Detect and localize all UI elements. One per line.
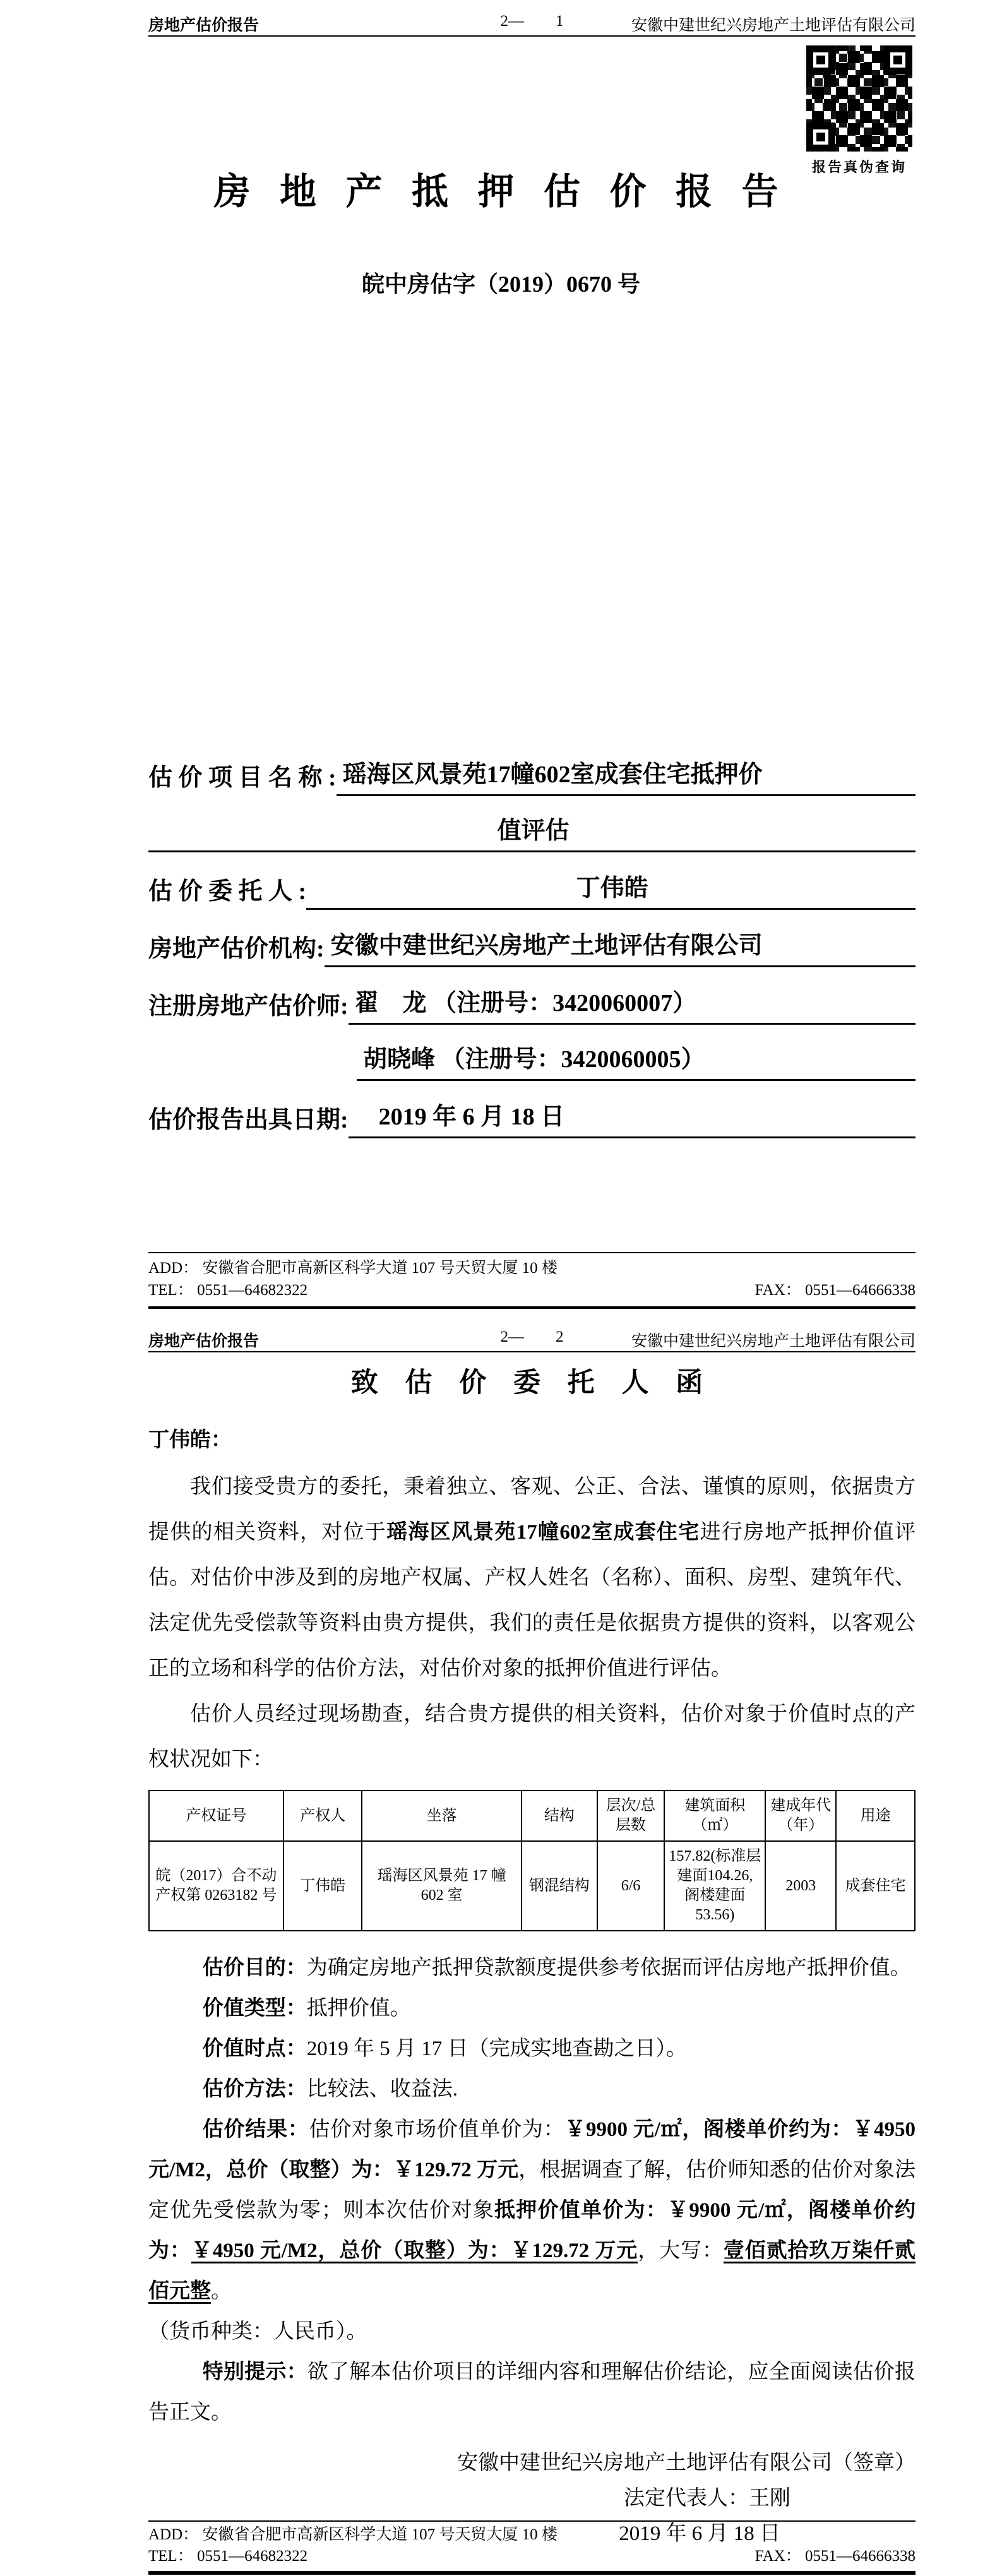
value-date-item xyxy=(148,2029,916,2069)
issue-date-value: 2019 年 6 月 18 日 xyxy=(349,1101,916,1138)
item-label: 估价结果： xyxy=(202,2118,309,2141)
page-label: 2— xyxy=(500,1328,524,1345)
cell-location: 瑶海区风景苑 17 幢 602 室 xyxy=(362,1841,521,1931)
form-row-project-2 xyxy=(148,815,916,852)
cell-area: 157.82(标准层建面104.26, 阁楼建面 53.56) xyxy=(664,1841,765,1931)
qr-block xyxy=(806,45,912,176)
ownership-paragraph: 估价人员经过现场勘查，结合贵方提供的相关资料，估价对象于价值时点的产权状况如下： xyxy=(148,1703,916,1771)
letter-body xyxy=(148,1361,916,2551)
property-name-segment: 瑶海区风景苑17幢602室成套住宅 xyxy=(386,1521,700,1544)
footer-fax: FAX： 0551—64666338 xyxy=(754,1282,916,1299)
text-segment: 2019 年 5 月 17 日（完成实地查勘之日）。 xyxy=(306,2037,688,2060)
cell-structure: 钢混结构 xyxy=(522,1841,597,1931)
header-page-number xyxy=(501,1328,564,1346)
form-row-appraiser-1 xyxy=(148,986,916,1025)
amount-in-words-segment: 壹佰贰拾玖万柒仟贰佰元整 xyxy=(148,2239,916,2303)
page-num: 1 xyxy=(556,13,564,30)
text-segment: 进行房地产抵押价值评估。对估价中涉及到的房地产权属、产权人姓名（名称）、面积、房型、建筑年代、法定优先受偿款等资料由贵方提供，我们的责任是依据贵方提供的资料，以客观公正的立场和科学的估价方法，对估价对象的抵押价值进行评估。 xyxy=(148,1521,916,1680)
text-segment: 。 xyxy=(211,2280,232,2303)
result-item xyxy=(148,2109,916,2311)
col-header-year: 建成年代（年） xyxy=(765,1791,836,1841)
item-label: 估价目的： xyxy=(202,1957,307,1979)
item-label: 特别提示： xyxy=(202,2361,307,2383)
method-item xyxy=(148,2069,916,2109)
intro-paragraph xyxy=(148,1464,916,1691)
salutation: 丁伟皓： xyxy=(148,1429,232,1452)
item-label: 估价方法： xyxy=(202,2078,307,2101)
signature-company: 安徽中建世纪兴房地产土地评估有限公司（签章） xyxy=(457,2452,916,2474)
notice-item xyxy=(148,2352,916,2433)
text-segment: 欲了解本估价项目的详细内容和理解估价结论，应全面阅读估价报告正文。 xyxy=(148,2361,916,2424)
header-company: 安徽中建世纪兴房地产土地评估有限公司 xyxy=(631,1333,916,1350)
form-row-issue-date xyxy=(148,1100,916,1138)
page2-footer xyxy=(148,2520,916,2575)
text-segment: 比较法、收益法. xyxy=(306,2078,458,2101)
cell-cert: 皖（2017）合不动产权第 0263182 号 xyxy=(149,1841,283,1931)
col-header-owner: 产权人 xyxy=(283,1791,362,1841)
header-company: 安徽中建世纪兴房地产土地评估有限公司 xyxy=(631,17,916,34)
agency-value: 安徽中建世纪兴房地产土地评估有限公司 xyxy=(325,930,916,967)
appraiser-1-value: 翟 龙 （注册号：3420060007） xyxy=(349,987,916,1025)
agency-label: 房地产估价机构: xyxy=(148,936,325,962)
qr-finder-icon xyxy=(806,122,835,152)
project-name-value-2: 值评估 xyxy=(148,815,916,852)
col-header-structure: 结构 xyxy=(522,1791,597,1841)
signature-legal-rep: 法定代表人：王刚 xyxy=(624,2487,790,2510)
page1-footer xyxy=(148,1252,916,1309)
header-doc-type: 房地产估价报告 xyxy=(148,1333,259,1350)
footer-fax: FAX： 0551—64666338 xyxy=(754,2548,916,2565)
header-doc-type: 房地产估价报告 xyxy=(148,17,259,34)
report-title: 房 地 产 抵 押 估 价 报 告 xyxy=(213,171,789,212)
client-label: 估 价 委 托 人 : xyxy=(148,878,307,905)
form-row-appraiser-2 xyxy=(148,1044,916,1081)
cell-usage: 成套住宅 xyxy=(836,1841,915,1931)
currency-note: （货币种类：人民币）。 xyxy=(148,2320,367,2343)
qr-finder-icon xyxy=(883,45,912,75)
col-header-floors: 层次/总层数 xyxy=(597,1791,665,1841)
report-number: 皖中房估字（2019）0670 号 xyxy=(361,271,640,297)
col-header-location: 坐落 xyxy=(362,1791,521,1841)
page2-header xyxy=(148,1327,916,1352)
price-segment: ￥9900 元/㎡，阁楼单价约为：￥4950 元/M2，总价（取整）为：￥129.72 万元 xyxy=(148,2118,916,2181)
price-segment: 抵押价值单价为：￥9900 元/㎡，阁楼单价约为： xyxy=(148,2199,916,2262)
qr-code-icon xyxy=(806,45,912,152)
footer-contacts xyxy=(148,2546,916,2571)
cell-floors: 6/6 xyxy=(597,1841,665,1931)
item-label: 价值类型： xyxy=(202,1997,307,2020)
page1-header xyxy=(148,11,916,37)
price-segment: ￥4950 元/M2，总价（取整）为：￥129.72 万元 xyxy=(191,2239,638,2262)
form-row-client xyxy=(148,871,916,910)
letter-title: 致 估 价 委 托 人 函 xyxy=(350,1368,713,1398)
item-label: 价值时点： xyxy=(202,2037,307,2060)
purpose-item xyxy=(148,1948,916,1988)
col-header-area: 建筑面积（㎡） xyxy=(664,1791,765,1841)
appraiser-2-value: 胡晓峰 （注册号：3420060005） xyxy=(357,1044,916,1081)
col-header-usage: 用途 xyxy=(836,1791,915,1841)
footer-address: ADD： 安徽省合肥市高新区科学大道 107 号天贸大厦 10 楼 xyxy=(148,2526,558,2543)
table-row xyxy=(149,1841,915,1931)
project-name-value: 瑶海区风景苑17幢602室成套住宅抵押价 xyxy=(337,759,916,796)
issue-date-label: 估价报告出具日期: xyxy=(148,1107,349,1133)
text-segment: ，根据调查了解，估价师知悉的估价对象法定优先受偿款为零；则本次估价对象 xyxy=(148,2159,916,2222)
header-page-number xyxy=(501,13,564,30)
appraiser-label: 注册房地产估价师: xyxy=(148,993,349,1020)
footer-contacts xyxy=(148,1279,916,1306)
text-segment: 为确定房地产抵押贷款额度提供参考依据而评估房地产抵押价值。 xyxy=(306,1957,911,1979)
text-segment: 估价对象市场价值单价为： xyxy=(309,2118,565,2141)
footer-tel: TEL： 0551—64682322 xyxy=(148,1282,308,1299)
ownership-table xyxy=(148,1790,916,1931)
cell-owner: 丁伟皓 xyxy=(283,1841,362,1931)
project-name-label: 估 价 项 目 名 称 : xyxy=(148,765,337,791)
qr-finder-icon xyxy=(806,45,835,75)
qr-caption: 报告真伪查询 xyxy=(811,159,907,175)
text-segment: 抵押价值。 xyxy=(306,1997,411,2020)
page-num: 2 xyxy=(556,1328,564,1345)
client-value: 丁伟皓 xyxy=(306,873,916,910)
form-row-project xyxy=(148,758,916,796)
page-label: 2— xyxy=(500,13,524,30)
signature-date: 2019 年 6 月 18 日 xyxy=(619,2522,780,2545)
cover-fields xyxy=(148,758,916,1157)
table-header-row xyxy=(149,1791,915,1841)
value-type-item xyxy=(148,1988,916,2029)
footer-address: ADD： 安徽省合肥市高新区科学大道 107 号天贸大厦 10 楼 xyxy=(148,1260,558,1277)
cell-year: 2003 xyxy=(765,1841,836,1931)
col-header-cert: 产权证号 xyxy=(149,1791,283,1841)
form-row-agency xyxy=(148,929,916,967)
text-segment: ，大写： xyxy=(638,2239,724,2262)
footer-tel: TEL： 0551—64682322 xyxy=(148,2548,308,2565)
text-segment: 我们接受贵方的委托，秉着独立、客观、公正、合法、谨慎的原则，依据贵方提供的相关资料，对位于 xyxy=(148,1476,916,1544)
